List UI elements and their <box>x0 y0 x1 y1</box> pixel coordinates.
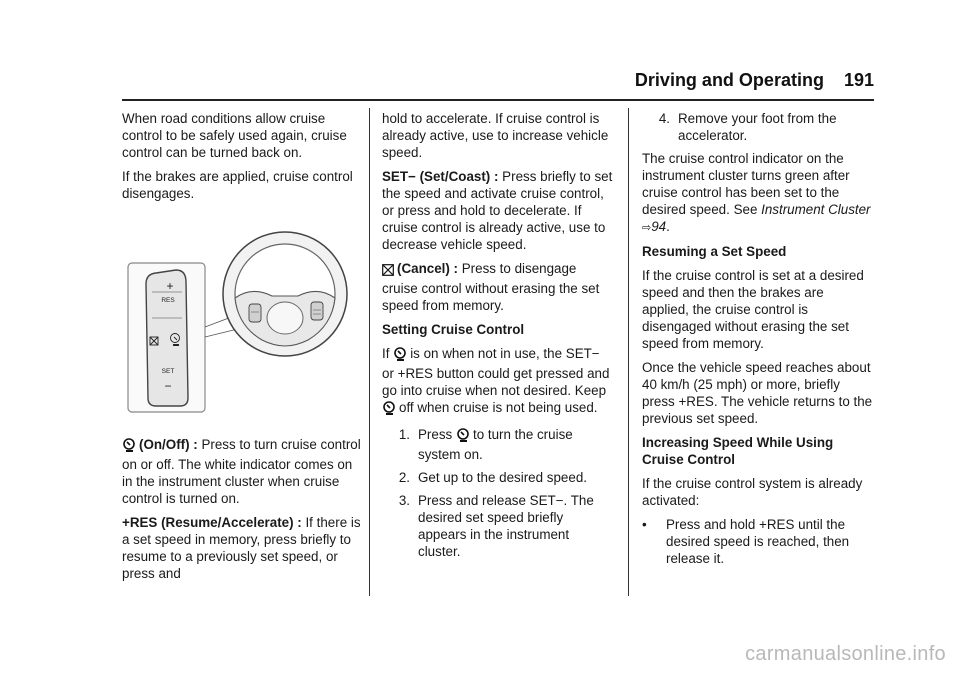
paragraph: If the cruise control is set at a desired speed and then the brakes are applied, the cruise control is disengaged without erasing the set speed from memory. <box>642 268 864 351</box>
paragraph: hold to accelerate. If cruise control is already active, use to increase vehicle speed. <box>382 111 609 160</box>
page-header <box>622 70 874 96</box>
header-rule <box>122 99 874 101</box>
column-1 <box>122 110 362 209</box>
indicator-paragraph: The cruise control indicator on the instrument cluster turns green after cruise control has been set to the desired speed. See Instrument Cluster ⇨94. <box>642 151 871 234</box>
paragraph: Once the vehicle speed reaches about 40 km/h (25 mph) or more, briefly press +RES. The vehicle returns to the previous set speed. <box>642 360 873 426</box>
minus-glyph: − <box>164 379 172 393</box>
setting-paragraph: If is on when not in use, the SET− or +RES button could get pressed and go into cruise when not desired. Keep off when cruise is not being used. <box>382 345 614 419</box>
list-item: 4. Remove your foot from the accelerator. <box>658 111 837 143</box>
cancel-text: Press to disengage cruise control without erasing the set speed from memory. <box>382 261 600 313</box>
paragraph: When road conditions allow cruise control to be safely used again, cruise control can be turned back on. <box>122 111 347 160</box>
res-text: If there is a set speed in memory, press briefly to resume to a previously set speed, or press and <box>122 515 361 581</box>
list-item: 2. Get up to the desired speed. <box>398 470 587 485</box>
column-divider-2 <box>628 108 629 596</box>
list-item: • Press and hold +RES until the desired speed is reached, then release it. <box>642 517 850 566</box>
column-divider-1 <box>369 108 370 596</box>
cancel-paragraph <box>382 260 614 314</box>
onoff-text: Press to turn cruise control on or off. The white indicator comes on in the instrument cluster when cruise control is turned on. <box>122 437 361 506</box>
steps-list <box>382 426 614 560</box>
section-title: Driving and Operating <box>634 70 824 90</box>
paragraph: If the brakes are applied, cruise control disengages. <box>122 169 353 201</box>
section-heading: Increasing Speed While Using Cruise Control <box>642 435 834 467</box>
onoff-term: (On/Off) : <box>139 437 198 452</box>
column-1-lower <box>122 436 362 589</box>
cruise-onoff-icon <box>456 428 470 446</box>
section-heading: Setting Cruise Control <box>382 322 525 337</box>
column-3 <box>642 110 874 573</box>
res-paragraph <box>122 514 362 582</box>
res-term: +RES (Resume/Accelerate) : <box>122 515 302 530</box>
page-number: 191 <box>843 70 874 90</box>
instrument-cluster-link[interactable]: Instrument Cluster <box>761 202 871 217</box>
column-2 <box>382 110 614 567</box>
paragraph: If the cruise control system is already activated: <box>642 476 863 508</box>
set-term: SET− (Set/Coast) : <box>382 169 499 184</box>
set-text: Press briefly to set the speed and activate cruise control, or press and hold to decelerate. If cruise control is already active, use to decrease vehicle speed. <box>382 169 613 252</box>
res-label: RES <box>161 297 175 304</box>
plus-glyph: + <box>166 279 174 293</box>
page-ref-arrow-icon: ⇨ <box>642 221 652 234</box>
section-heading: Resuming a Set Speed <box>642 244 787 259</box>
cancel-term: (Cancel) : <box>397 261 459 276</box>
cancel-icon <box>382 263 394 280</box>
cruise-onoff-icon <box>122 438 136 456</box>
steering-wheel-icon <box>223 232 347 356</box>
page-ref[interactable]: 94 <box>651 219 667 234</box>
cruise-onoff-icon <box>393 347 407 365</box>
cruise-control-figure <box>122 222 362 422</box>
set-paragraph <box>382 168 614 253</box>
cruise-onoff-icon <box>382 401 396 419</box>
watermark: carmanualsonline.info <box>745 643 946 665</box>
list-item: 3. Press and release SET−. The desired set speed briefly appears in the instrument cluster. <box>398 493 594 559</box>
list-item: 1. Press to turn the cruise system on. <box>398 427 573 462</box>
set-label: SET <box>161 368 175 375</box>
onoff-paragraph <box>122 436 362 507</box>
